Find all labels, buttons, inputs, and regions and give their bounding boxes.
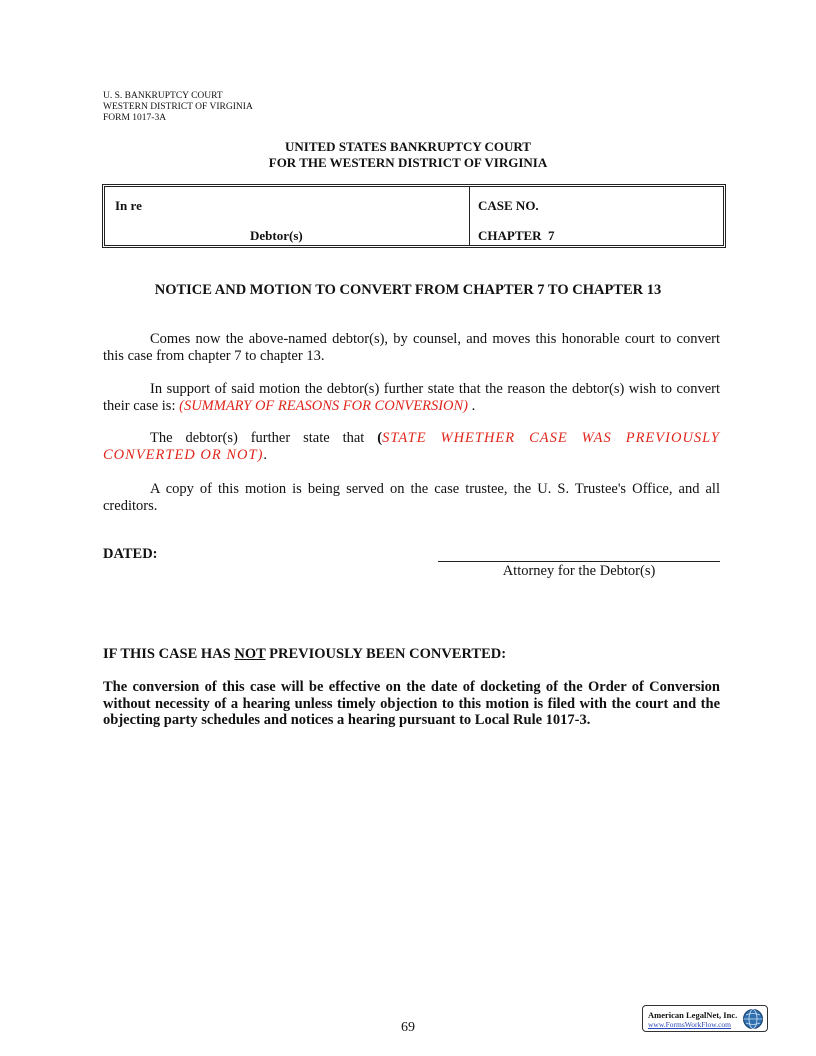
prior-conversion-paren: ( (377, 430, 383, 446)
form-header (103, 91, 253, 124)
chapter-label: CHAPTER 7 (478, 228, 555, 243)
page-number: 69 (401, 1020, 415, 1035)
paragraph-motion (103, 331, 720, 364)
in-re-label: In re (115, 198, 142, 213)
prior-conversion-field[interactable]: STATE WHETHER CASE WAS PREVIOUSLY CONVERTED OR NOT) (103, 430, 721, 463)
paragraph-service-text: A copy of this motion is being served on the case trustee, the U. S. Trustee's Office, and all creditors. (103, 481, 720, 514)
prior-conversion-end: . (263, 446, 268, 463)
conversion-heading (103, 646, 506, 663)
paragraph-prior-conversion (103, 430, 720, 463)
debtor-label: Debtor(s) (250, 228, 303, 243)
conversion-notice-body: The conversion of this case will be effective on the date of docketing of the Order of Conversion without necessity of a hearing unless timely objection to this motion is filed with the court and the objecting party schedules and notices a hearing pursuant to Local Rule 1017-3. (103, 679, 720, 728)
court-title-line2: FOR THE WESTERN DISTRICT OF VIRGINIA (268, 154, 548, 170)
paragraph-reasons (103, 381, 720, 414)
case-box-divider (469, 187, 470, 245)
case-caption-box (102, 184, 726, 248)
court-title-line1: UNITED STATES BANKRUPTCY COURT (285, 139, 531, 154)
globe-icon (742, 1008, 764, 1030)
reasons-end: . (468, 397, 476, 414)
header-form-number: FORM 1017-3A (103, 113, 167, 123)
court-title (0, 139, 816, 170)
prior-conversion-text: The debtor(s) further state that (150, 430, 378, 446)
paragraph-reasons-text: In support of said motion the debtor(s) further state that the reason the debtor(s) wish to convert their case is: (103, 381, 720, 414)
paragraph-service (103, 481, 720, 514)
logo-company-name: American LegalNet, Inc. (648, 1010, 738, 1020)
conversion-heading-not: NOT (234, 646, 266, 662)
case-number-label: CASE NO. (478, 198, 539, 213)
footer-logo[interactable] (642, 1005, 768, 1032)
header-district: WESTERN DISTRICT OF VIRGINIA (103, 102, 253, 112)
paragraph-motion-text: Comes now the above-named debtor(s), by counsel, and moves this honorable court to convert this case from chapter 7 to chapter 13. (103, 331, 720, 364)
dated-label: DATED: (103, 546, 158, 562)
reasons-field[interactable]: (SUMMARY OF REASONS FOR CONVERSION) (179, 397, 468, 414)
header-court: U. S. BANKRUPTCY COURT (103, 91, 223, 101)
logo-url-link[interactable]: www.FormsWorkFlow.com (648, 1020, 732, 1029)
notice-title: NOTICE AND MOTION TO CONVERT FROM CHAPTER 7 TO CHAPTER 13 (154, 282, 662, 298)
conversion-heading-post: PREVIOUSLY BEEN CONVERTED: (265, 646, 507, 662)
conversion-heading-pre: IF THIS CASE HAS (103, 646, 235, 662)
attorney-label: Attorney for the Debtor(s) (502, 563, 656, 579)
signature-line[interactable] (438, 561, 720, 562)
